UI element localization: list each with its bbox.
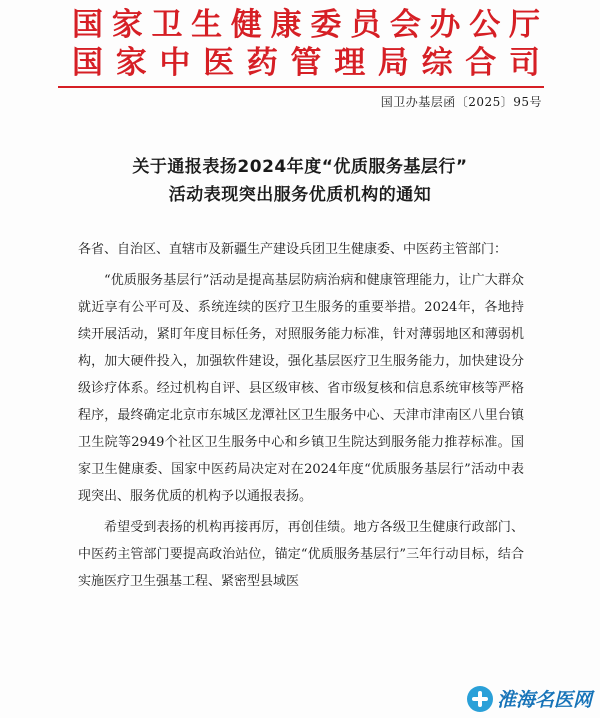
body-paragraph-2: 希望受到表扬的机构再接再厉，再创佳绩。地方各级卫生健康行政部门、中医药主管部门要提高政治站位，锚定“优质服务基层行”三年行动目标，结合实施医疗卫生强基工程、紧密型县域医 bbox=[78, 520, 524, 589]
medical-cross-icon bbox=[467, 686, 493, 712]
title-line-1: 关于通报表扬2024年度“优质服务基层行” bbox=[132, 157, 468, 177]
issuer-line-1: 国家卫生健康委员会办公厅 bbox=[72, 7, 542, 43]
document-number: 国卫办基层函〔2025〕95号 bbox=[380, 95, 542, 109]
site-watermark bbox=[467, 685, 592, 712]
title-line-2: 活动表现突出服务优质机构的通知 bbox=[168, 185, 432, 205]
body-paragraph-1: “优质服务基层行”活动是提高基层防病治病和健康管理能力，让广大群众就近享有公平可及、系统连续的医疗卫生服务的重要举措。2024年，各地持续开展活动，紧盯年度目标任务，对照服务能力标准，针对薄弱地区和薄弱机构，加大硬件投入，加强软件建设，强化基层医疗卫生服务能力，加快建设分级诊疗体系。经过机构自评、县区级审核、省市级复核和信息系统审核等严格程序，最终确定北京市东城区龙潭社区卫生服务中心、天津市津南区八里台镇卫生院等2949个社区卫生服务中心和乡镇卫生院达到服务能力推荐标准。国家卫生健康委、国家中医药局决定对在2024年度“优质服务基层行”活动中表现突出、服务优质的机构予以通报表扬。 bbox=[78, 273, 524, 504]
addressee: 各省、自治区、直辖市及新疆生产建设兵团卫生健康委、中医药主管部门： bbox=[78, 242, 508, 257]
document-body bbox=[78, 236, 524, 595]
issuer-line-2: 国家中医药管理局综合司 bbox=[72, 45, 542, 81]
red-divider bbox=[58, 86, 544, 88]
watermark-text: 淮海名医网 bbox=[496, 689, 592, 711]
issuer-header bbox=[72, 6, 542, 82]
document-title bbox=[70, 153, 530, 209]
